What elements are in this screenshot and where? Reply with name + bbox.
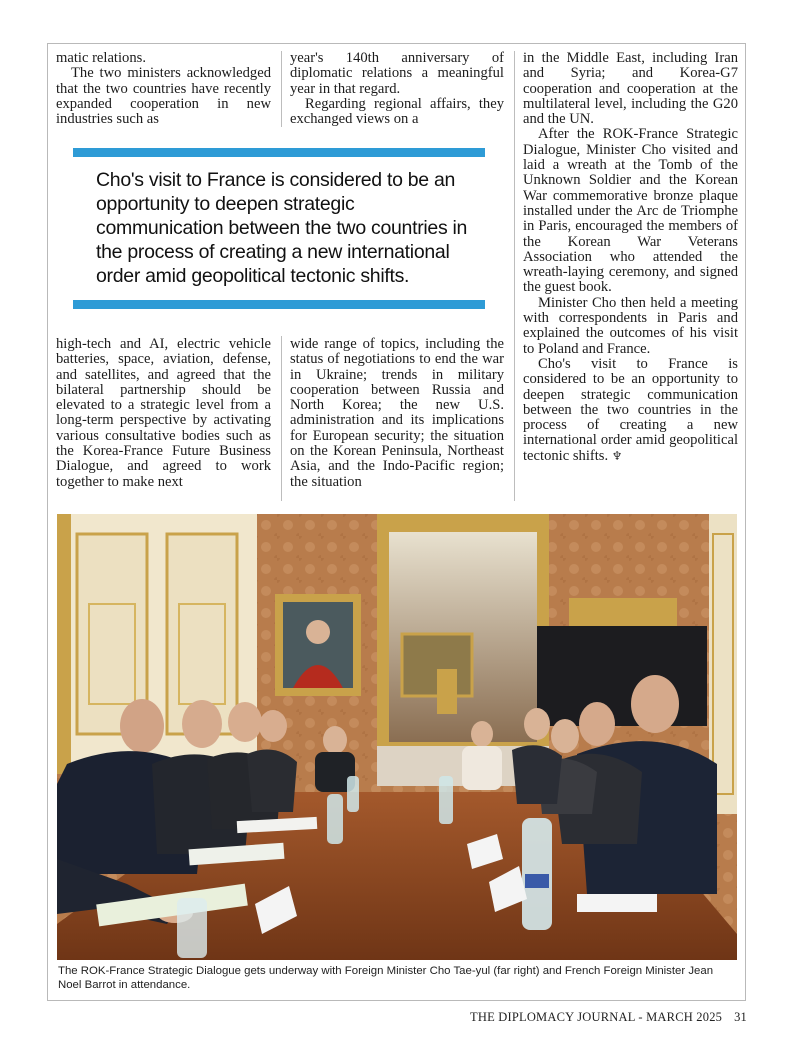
article-column-2-top [290, 51, 504, 127]
column-divider [281, 51, 282, 127]
meeting-photo [57, 514, 737, 960]
paragraph [523, 357, 738, 464]
page-footer [470, 1010, 747, 1025]
end-mark-icon: ♆ [611, 448, 623, 463]
page-number: 31 [734, 1010, 747, 1024]
paragraph: wide range of topics, including the status of negotiations to end the war in Ukraine; trends in military cooperation between Russia and North Korea; the new U.S. administration and its implications for European security; the situation on the Korean Peninsula, Northeast Asia, and the Indo-Pacific region; the situation [290, 336, 504, 490]
article-column-1-bottom [56, 337, 271, 490]
pull-quote-top-bar [73, 148, 485, 157]
article-column-3 [523, 51, 738, 464]
paragraph: After the ROK-France Strategic Dialogue, Minister Cho visited and laid a wreath at the Tomb of the Unknown Soldier and the Korean War commemorative bronze plaque installed under the Arc de Triomphe in Paris, encouraged the members of the Korean War Veterans Association who attended the wreath-laying ceremony, and signed the guest book. [523, 126, 738, 296]
paragraph: in the Middle East, including Iran and Syria; and Korea-G7 cooperation and cooperation at the multilateral level, including the G20 and the UN. [523, 50, 738, 128]
paragraph: high-tech and AI, electric vehicle batteries, space, aviation, defense, and satellites, and agreed that the bilateral partnership should be elevated to a strategic level from a long-term perspective by activating various consultative bodies such as the Korea-France Future Business Dialogue, and agreed to work together to make next [56, 336, 271, 490]
paragraph: year's 140th anniversary of diplomatic relations a meaningful year in that regard. [290, 50, 504, 97]
paragraph: matic relations. [56, 50, 146, 66]
publication-name: THE DIPLOMACY JOURNAL - MARCH 2025 [470, 1010, 723, 1024]
column-divider [514, 51, 515, 501]
pull-quote: Cho's visit to France is considered to be an opportunity to deepen strategic communication between the two countries in the process of creating a new international order amid geopolitical tectonic shifts. [96, 169, 468, 287]
article-column-1-top [56, 51, 271, 127]
article-column-2-bottom [290, 337, 504, 490]
paragraph-text: Cho's visit to France is considered to be an opportunity to deepen strategic communication between the two countries in the process of creating a new international order amid geopolitical tectonic shifts. [523, 355, 738, 464]
column-divider [281, 336, 282, 501]
paragraph: The two ministers acknowledged that the two countries have recently expanded cooperation in new industries such as [56, 65, 271, 128]
paragraph: Regarding regional affairs, they exchanged views on a [290, 95, 504, 128]
pull-quote-bottom-bar [73, 300, 485, 309]
paragraph: Minister Cho then held a meeting with correspondents in Paris and explained the outcomes of his visit to Poland and France. [523, 294, 738, 357]
photo-caption: The ROK-France Strategic Dialogue gets underway with Foreign Minister Cho Tae-yul (far right) and French Foreign Minister Jean Noel Barrot in attendance. [58, 965, 714, 991]
